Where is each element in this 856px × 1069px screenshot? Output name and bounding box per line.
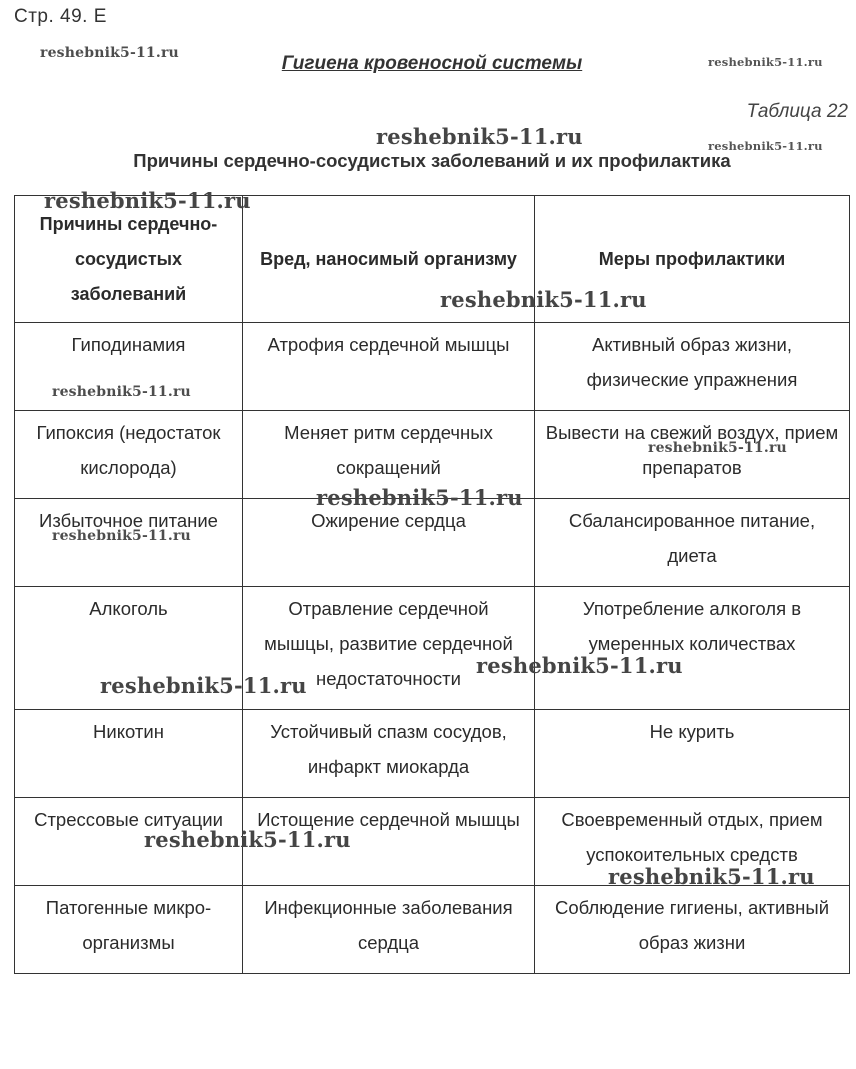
- watermark: reshebnik5-11.ru: [376, 124, 583, 149]
- watermark: reshebnik5-11.ru: [708, 139, 823, 153]
- watermark: reshebnik5-11.ru: [440, 287, 647, 312]
- table-number: Таблица 22: [746, 101, 848, 122]
- cell-harm: Меняет ритм сердечных сокращений: [243, 411, 535, 499]
- header-prevention: Меры профилактики: [535, 196, 850, 323]
- cell-prevention: Своевременный отдых, прием успокоительных средств: [535, 798, 850, 886]
- cell-harm: Ожирение сердца: [243, 499, 535, 587]
- prevention-table: [14, 195, 850, 974]
- header-causes: Причины сердечно-сосудистых заболеваний: [15, 196, 243, 323]
- watermark: reshebnik5-11.ru: [648, 440, 787, 456]
- cell-harm: Инфекционные заболевания сердца: [243, 886, 535, 974]
- table-row: [15, 710, 850, 798]
- cell-cause: Никотин: [15, 710, 243, 798]
- watermark: reshebnik5-11.ru: [708, 55, 823, 69]
- cell-harm: Отравление сердечной мышцы, развитие сердечной недостаточности: [243, 587, 535, 710]
- cell-harm: Истощение сердечной мышцы: [243, 798, 535, 886]
- page-label: Стр. 49. Е: [14, 6, 107, 27]
- cell-prevention: Вывести на свежий воздух, прием препаратов: [535, 411, 850, 499]
- table-header-row: [15, 196, 850, 323]
- watermark: reshebnik5-11.ru: [144, 827, 351, 852]
- watermark: reshebnik5-11.ru: [52, 528, 191, 544]
- cell-cause: Избыточное питание: [15, 499, 243, 587]
- table-row: [15, 886, 850, 974]
- cell-prevention: Активный образ жизни, физические упражнения: [535, 323, 850, 411]
- cell-cause: Алкоголь: [15, 587, 243, 710]
- watermark: reshebnik5-11.ru: [476, 653, 683, 678]
- cell-prevention: Употребление алкоголя в умеренных количествах: [535, 587, 850, 710]
- cell-harm: Устойчивый спазм сосудов, инфаркт миокарда: [243, 710, 535, 798]
- cell-prevention: Соблюдение гигиены, активный образ жизни: [535, 886, 850, 974]
- watermark: reshebnik5-11.ru: [44, 188, 251, 213]
- cell-prevention: Сбалансированное питание, диета: [535, 499, 850, 587]
- watermark: reshebnik5-11.ru: [316, 485, 523, 510]
- cell-cause: Гиподинамия: [15, 323, 243, 411]
- cell-harm: Атрофия сердечной мышцы: [243, 323, 535, 411]
- header-harm: Вред, наносимый организму: [243, 196, 535, 323]
- watermark: reshebnik5-11.ru: [40, 45, 179, 61]
- watermark: reshebnik5-11.ru: [52, 384, 191, 400]
- watermark: reshebnik5-11.ru: [608, 864, 815, 889]
- cell-cause: Гипоксия (недостаток кислорода): [15, 411, 243, 499]
- watermark: reshebnik5-11.ru: [100, 673, 307, 698]
- cell-prevention: Не курить: [535, 710, 850, 798]
- cell-cause: Патогенные микро-организмы: [15, 886, 243, 974]
- cell-cause: Стрессовые ситуации: [15, 798, 243, 886]
- table-caption: Причины сердечно-сосудистых заболеваний и их профилактика: [133, 150, 731, 171]
- document-title: Гигиена кровеносной системы: [281, 53, 583, 74]
